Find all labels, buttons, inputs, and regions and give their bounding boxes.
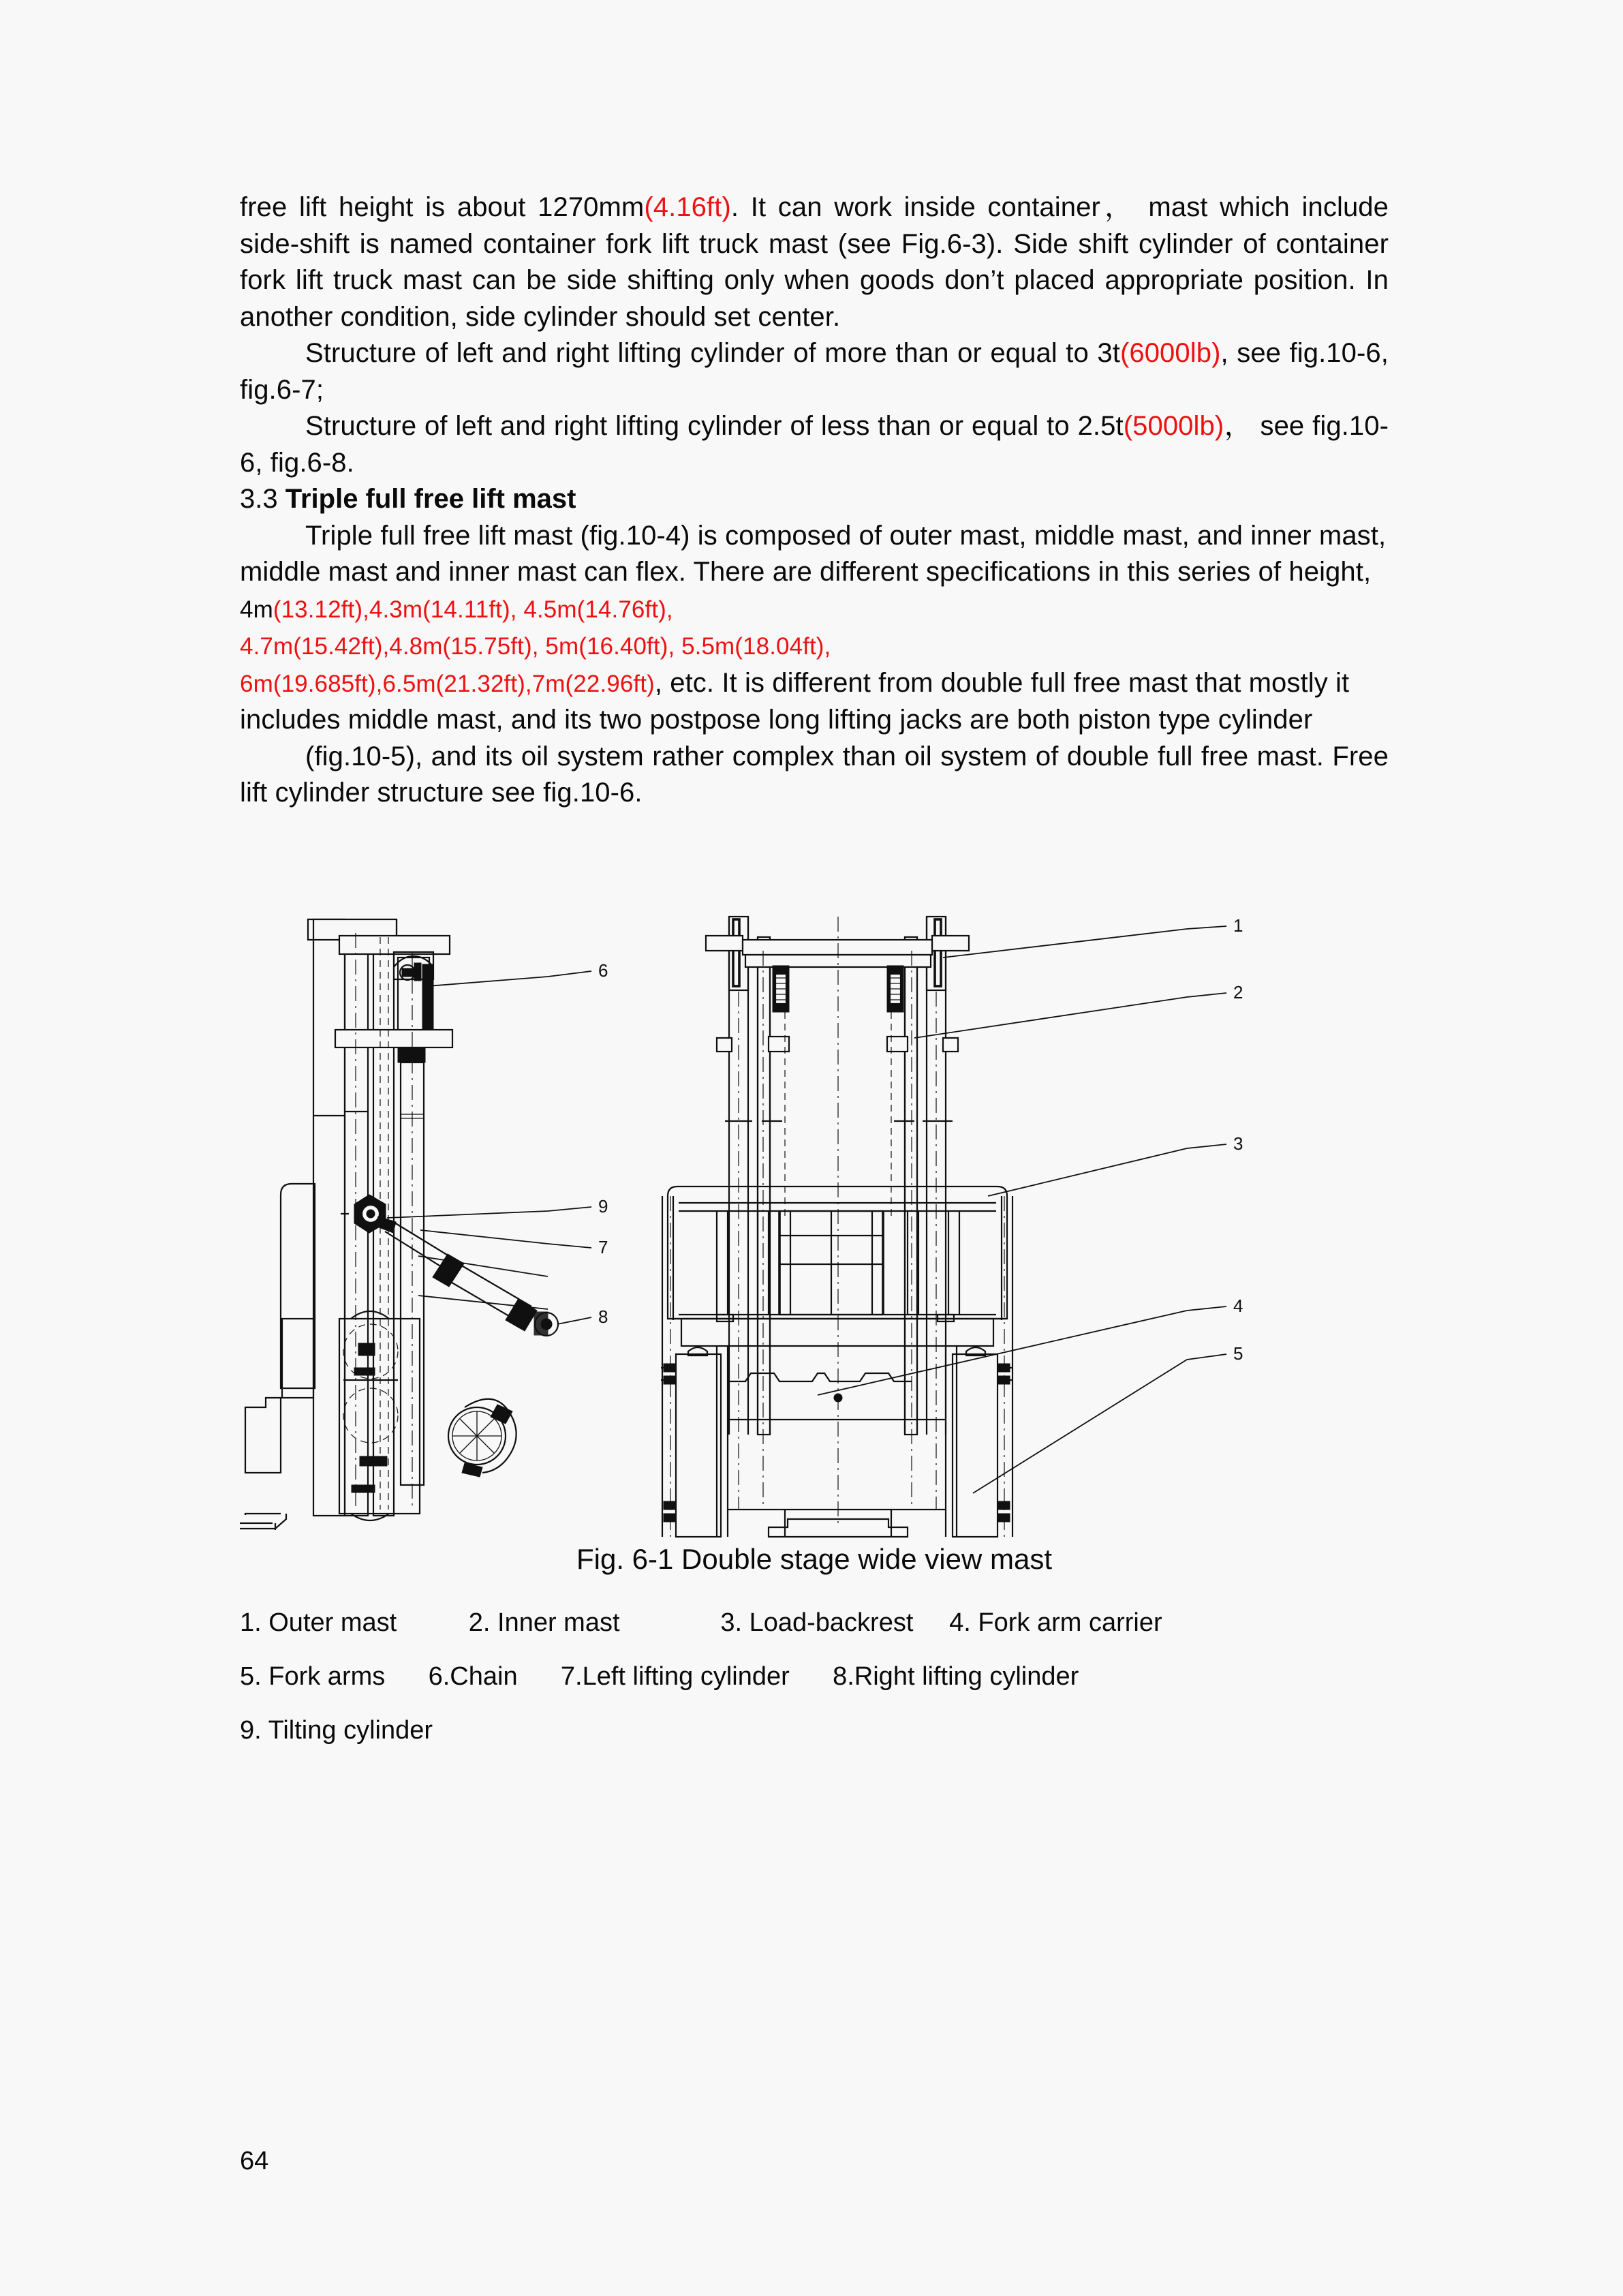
front-view-group: [661, 915, 1243, 1537]
para4-height-4m: 4m: [240, 596, 273, 623]
side-view-group: [240, 919, 608, 1530]
para4-text-a: Triple full free lift mast (fig.10-4) is composed of outer mast, middle mast, and inner mast, middle mast and inner mast can flex. There are different specifications in this series of height,: [240, 520, 1387, 587]
figure-double-stage-wide-view-mast: [240, 910, 1389, 1544]
heading-title: Triple full free lift mast: [285, 484, 576, 514]
callout-5: 5: [1233, 1343, 1243, 1364]
paragraph-free-lift-height: [240, 189, 1389, 335]
para1-conversion-416ft: (4.16ft): [644, 192, 731, 222]
front-view-leaders: [818, 926, 1226, 1493]
side-view-leaders: [387, 971, 591, 1324]
para3-text-a: Structure of left and right lifting cylinder of less than or equal to 2.5t: [305, 411, 1124, 441]
body-text-column: [240, 189, 1389, 812]
figure-caption: Fig. 6-1 Double stage wide view mast: [576, 1543, 1052, 1575]
para4-conversions-line3: 6m(19.685ft),6.5m(21.32ft),7m(22.96ft): [240, 670, 655, 697]
callout-3: 3: [1233, 1133, 1243, 1154]
para2-conversion-6000lb: (6000lb): [1119, 338, 1221, 368]
para3-conversion-5000lb: (5000lb): [1123, 411, 1224, 441]
para1-text-b: . It can work inside container， mast which include side-shift is named container fork lift truck mast (see Fig.6-3). Side shift cylinder of container fork lift truck mast can be side shifting only when goods don’t placed appropriate position. In another condition, side cylinder should set center.: [240, 192, 1389, 332]
para4-text-b: , etc. It is different from double full free mast that mostly it includes middle mast, and its two postpose long lifting jacks are both piston type cylinder: [240, 667, 1350, 735]
para2-text-b: , see fig.10-6, fig.6-7;: [240, 338, 1389, 405]
paragraph-triple-full-free-lift: [240, 518, 1389, 739]
load-backrest: [668, 1187, 1007, 1320]
mast-assembly-drawing: [240, 910, 1389, 1544]
legend-row-2: 5. Fork arms 6.Chain 7.Left lifting cylinder 8.Right lifting cylinder: [240, 1662, 1079, 1691]
para5-text: (fig.10-5), and its oil system rather complex than oil system of double full free mast. Free lift cylinder structure see fig.10-6.: [240, 741, 1389, 808]
callout-7: 7: [598, 1237, 608, 1257]
paragraph-structure-3t: [240, 335, 1389, 408]
page-number: 64: [240, 2147, 269, 2175]
para4-conversions-line1: (13.12ft),4.3m(14.11ft), 4.5m(14.76ft),: [273, 596, 673, 623]
chain-sheave-left: [773, 966, 789, 1012]
tilting-cylinder: [375, 1216, 558, 1336]
paragraph-oil-system: [240, 739, 1389, 812]
paragraph-structure-25t: [240, 408, 1389, 481]
para4-conversions-line2: 4.7m(15.42ft),4.8m(15.75ft), 5m(16.40ft), 5.5m(18.04ft),: [240, 633, 831, 660]
legend-row-1: 1. Outer mast 2. Inner mast 3. Load-backrest 4. Fork arm carrier: [240, 1608, 1162, 1637]
para1-text-a: free lift height is about 1270mm: [240, 192, 645, 222]
para3-text-b: ， see fig.10-6, fig.6-8.: [240, 411, 1389, 478]
para2-text-a: Structure of left and right lifting cylinder of more than or equal to 3t: [305, 338, 1120, 368]
legend-row-3: 9. Tilting cylinder: [240, 1716, 433, 1745]
callout-9: 9: [598, 1196, 608, 1216]
callout-8: 8: [598, 1306, 608, 1327]
heading-number: 3.3: [240, 484, 278, 514]
callout-2: 2: [1233, 982, 1243, 1002]
section-heading-3-3: [240, 481, 1389, 518]
callout-6: 6: [598, 960, 608, 981]
callout-4: 4: [1233, 1296, 1243, 1316]
side-view-lower-assembly: [339, 1311, 516, 1520]
callout-1: 1: [1233, 915, 1243, 936]
chain-sheave-right: [887, 966, 903, 1012]
figure-legend: [240, 1605, 1439, 1766]
